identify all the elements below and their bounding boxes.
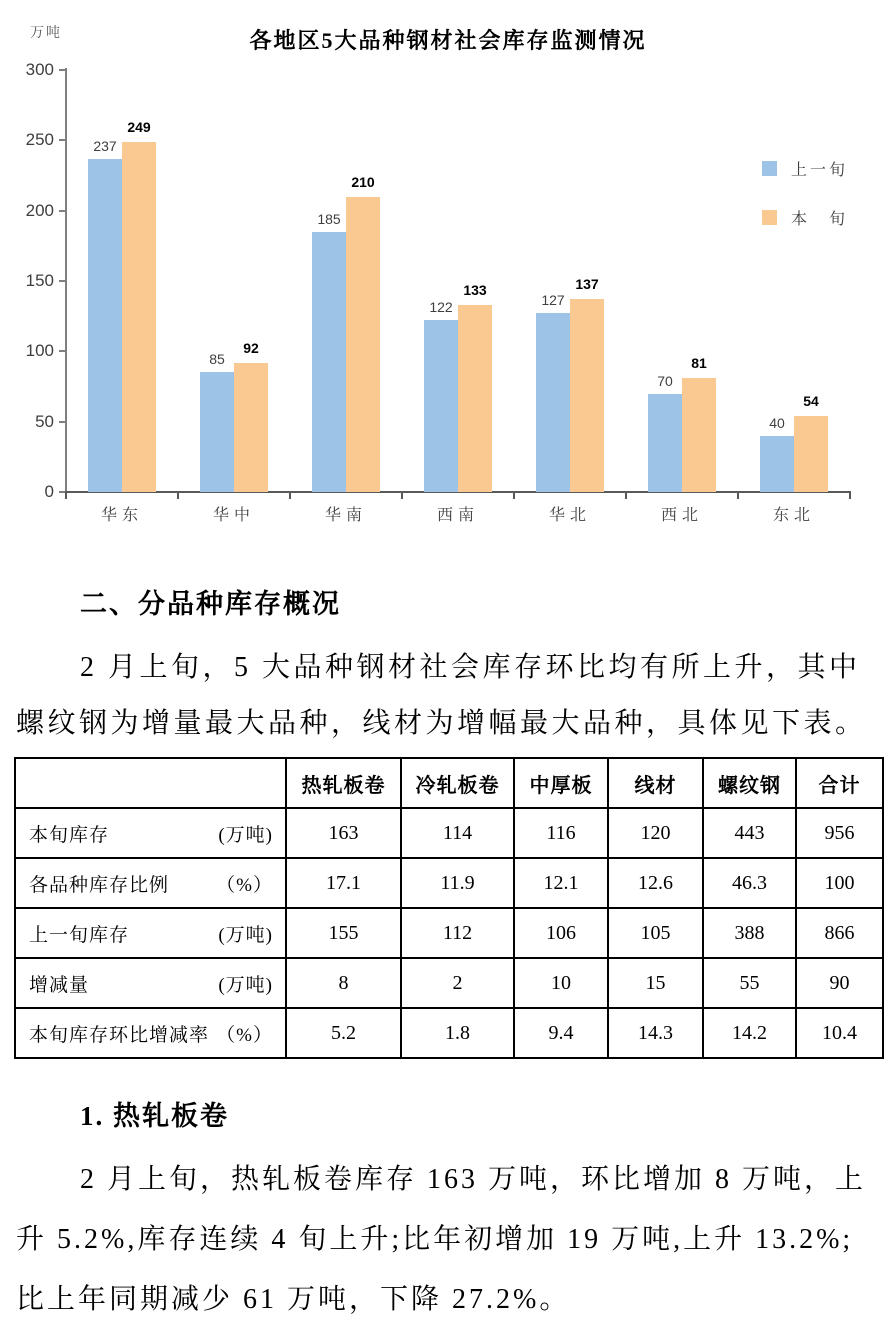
table-cell: 116 xyxy=(514,808,608,858)
row-label: 增减量 xyxy=(29,974,90,996)
bar-value-label: 237 xyxy=(93,137,117,154)
bar-上一旬-西南 xyxy=(424,320,458,492)
bar-value-label: 127 xyxy=(541,292,565,309)
x-axis-tick xyxy=(625,491,627,499)
bar-value-label: 81 xyxy=(691,355,707,372)
table-cell: 11.9 xyxy=(401,858,514,908)
hot-rolled-paragraph xyxy=(16,1150,884,1330)
bar-本 旬-东北 xyxy=(794,416,828,492)
bar-value-label: 133 xyxy=(463,281,487,298)
table-cell: 100 xyxy=(796,858,883,908)
row-label: 本旬库存环比增减率 xyxy=(29,1024,210,1046)
bar-value-label: 40 xyxy=(769,414,785,431)
table-cell: 443 xyxy=(703,808,796,858)
row-header xyxy=(15,808,286,858)
category-label: 华北 xyxy=(548,507,591,524)
chart-legend xyxy=(762,157,848,255)
x-axis-tick xyxy=(289,491,291,499)
row-unit: (万吨) xyxy=(218,974,273,996)
paragraph-line: 比上年同期减少 61 万吨，下降 27.2%。 xyxy=(16,1284,571,1315)
bar-上一旬-华南 xyxy=(312,232,346,492)
table-row xyxy=(15,808,883,858)
bar-本 旬-华东 xyxy=(122,142,156,492)
y-axis-tick xyxy=(59,280,65,282)
legend-label: 上一旬 xyxy=(791,162,849,179)
x-axis-tick xyxy=(401,491,403,499)
bar-value-label: 70 xyxy=(657,372,673,389)
row-header xyxy=(15,908,286,958)
column-header-empty xyxy=(15,758,286,808)
x-axis-tick xyxy=(177,491,179,499)
table-cell: 106 xyxy=(514,908,608,958)
row-unit: （%） xyxy=(216,1024,273,1046)
category-label: 华东 xyxy=(100,507,143,524)
paragraph-line: 2 月上旬，5 大品种钢材社会库存环比均有所上升，其中 xyxy=(80,652,861,683)
table-cell: 90 xyxy=(796,958,883,1008)
y-axis-tick xyxy=(59,350,65,352)
bar-上一旬-西北 xyxy=(648,394,682,492)
table-cell: 163 xyxy=(286,808,401,858)
y-tick-label: 300 xyxy=(25,60,54,79)
category-label: 西南 xyxy=(436,507,479,524)
legend-swatch xyxy=(762,210,777,225)
row-header xyxy=(15,858,286,908)
category-label: 西北 xyxy=(660,507,703,524)
bar-上一旬-东北 xyxy=(760,436,794,492)
y-axis-line xyxy=(65,68,67,493)
paragraph-line: 螺纹钢为增量最大品种，线材为增幅最大品种，具体见下表。 xyxy=(16,708,867,739)
column-header-热轧板卷: 热轧板卷 xyxy=(286,758,401,808)
y-tick-label: 200 xyxy=(25,200,54,220)
table-cell: 10 xyxy=(514,958,608,1008)
row-unit: （%） xyxy=(216,874,273,896)
table-cell: 46.3 xyxy=(703,858,796,908)
y-tick-label: 250 xyxy=(25,130,54,150)
y-axis-unit-label: 万吨 xyxy=(30,24,62,40)
paragraph-line: 2 月上旬，热轧板卷库存 163 万吨，环比增加 8 万吨，上 xyxy=(80,1164,867,1195)
category-label: 华南 xyxy=(324,507,367,524)
column-header-冷轧板卷: 冷轧板卷 xyxy=(401,758,514,808)
row-label: 上一旬库存 xyxy=(29,924,130,946)
table-cell: 155 xyxy=(286,908,401,958)
legend-item xyxy=(762,157,848,180)
table-header xyxy=(15,758,883,808)
category-label: 东北 xyxy=(772,507,815,524)
table-cell: 15 xyxy=(608,958,703,1008)
column-header-合计: 合计 xyxy=(796,758,883,808)
y-tick-label: 150 xyxy=(25,271,54,290)
bar-value-label: 185 xyxy=(317,210,341,227)
bar-value-label: 85 xyxy=(209,351,225,368)
row-label: 本旬库存 xyxy=(29,824,110,846)
legend-label: 本 旬 xyxy=(791,211,849,228)
table-cell: 10.4 xyxy=(796,1008,883,1058)
paragraph-line: 升 5.2%,库存连续 4 旬上升;比年初增加 19 万吨,上升 13.2%; xyxy=(16,1224,854,1255)
row-header xyxy=(15,1008,286,1058)
row-unit: (万吨) xyxy=(218,824,273,846)
x-axis-tick xyxy=(849,491,851,499)
bar-本 旬-华南 xyxy=(346,197,380,492)
section-heading-hot-rolled: 1. 热轧板卷 xyxy=(80,1101,229,1131)
chart-title: 各地区5大品种钢材社会库存监测情况 xyxy=(249,28,647,53)
bar-本 旬-西南 xyxy=(458,305,492,492)
table-cell: 8 xyxy=(286,958,401,1008)
table-cell: 5.2 xyxy=(286,1008,401,1058)
bar-上一旬-华中 xyxy=(200,372,234,492)
row-header xyxy=(15,958,286,1008)
column-header-中厚板: 中厚板 xyxy=(514,758,608,808)
x-axis-tick xyxy=(737,491,739,499)
row-header-inner xyxy=(29,820,273,847)
row-unit: (万吨) xyxy=(218,924,273,946)
overview-paragraph xyxy=(16,640,884,752)
inventory-table xyxy=(14,757,884,1059)
table-cell: 112 xyxy=(401,908,514,958)
table-cell: 17.1 xyxy=(286,858,401,908)
table-cell: 120 xyxy=(608,808,703,858)
category-label: 华中 xyxy=(212,507,255,524)
bar-本 旬-华中 xyxy=(234,363,268,492)
table-cell: 866 xyxy=(796,908,883,958)
bar-value-label: 122 xyxy=(429,299,453,316)
bar-value-label: 249 xyxy=(127,118,151,135)
column-header-线材: 线材 xyxy=(608,758,703,808)
table-cell: 12.1 xyxy=(514,858,608,908)
table-row xyxy=(15,858,883,908)
table-row xyxy=(15,1008,883,1058)
table-cell: 105 xyxy=(608,908,703,958)
row-header-inner xyxy=(29,920,273,947)
row-header-inner xyxy=(29,1020,273,1047)
y-axis-tick xyxy=(59,69,65,71)
table-cell: 114 xyxy=(401,808,514,858)
table-cell: 12.6 xyxy=(608,858,703,908)
bar-value-label: 210 xyxy=(351,173,375,190)
y-tick-label: 50 xyxy=(35,411,54,431)
bar-value-label: 92 xyxy=(243,339,259,356)
table-cell: 14.3 xyxy=(608,1008,703,1058)
table-cell: 9.4 xyxy=(514,1008,608,1058)
bar-本 旬-西北 xyxy=(682,378,716,492)
y-axis-tick xyxy=(59,210,65,212)
table-cell: 2 xyxy=(401,958,514,1008)
bar-value-label: 137 xyxy=(575,276,599,293)
section-heading-overview: 二、分品种库存概况 xyxy=(80,589,341,619)
bar-本 旬-华北 xyxy=(570,299,604,492)
y-tick-label: 100 xyxy=(25,341,54,361)
table-cell: 55 xyxy=(703,958,796,1008)
legend-item xyxy=(762,206,848,229)
row-label: 各品种库存比例 xyxy=(29,874,170,896)
bar-上一旬-华东 xyxy=(88,159,122,492)
legend-swatch xyxy=(762,161,777,176)
inventory-bar-chart xyxy=(0,0,896,552)
y-axis-tick xyxy=(59,139,65,141)
table-cell: 14.2 xyxy=(703,1008,796,1058)
row-header-inner xyxy=(29,970,273,997)
x-axis-tick xyxy=(65,491,67,499)
table-row xyxy=(15,908,883,958)
table-row xyxy=(15,958,883,1008)
table-cell: 388 xyxy=(703,908,796,958)
y-tick-label: 0 xyxy=(44,482,54,501)
column-header-螺纹钢: 螺纹钢 xyxy=(703,758,796,808)
row-header-inner xyxy=(29,870,273,897)
bar-上一旬-华北 xyxy=(536,313,570,492)
x-axis-tick xyxy=(513,491,515,499)
table-cell: 1.8 xyxy=(401,1008,514,1058)
table-cell: 956 xyxy=(796,808,883,858)
bar-value-label: 54 xyxy=(803,393,819,410)
y-axis-tick xyxy=(59,421,65,423)
